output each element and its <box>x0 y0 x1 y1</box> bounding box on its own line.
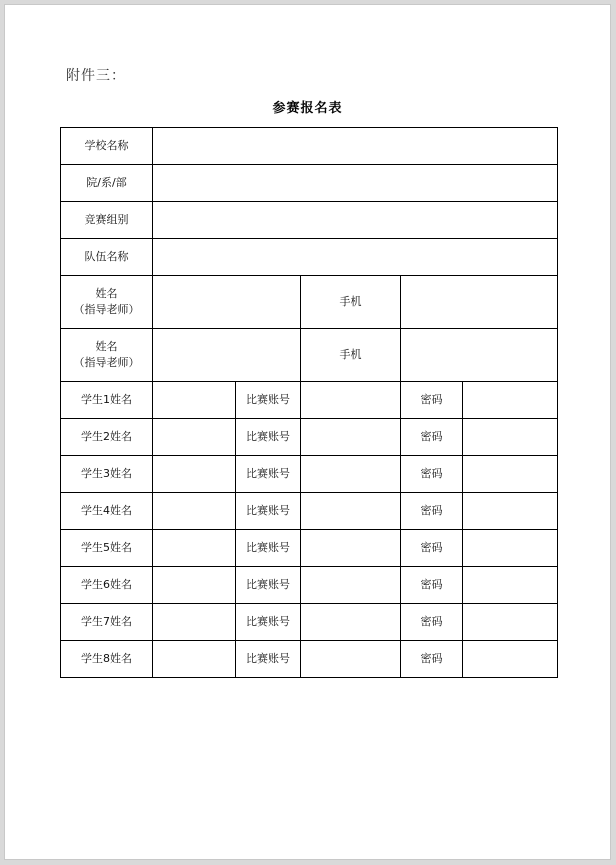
advisor-phone-field[interactable] <box>401 329 558 382</box>
advisor-name-label <box>61 276 153 329</box>
password-field[interactable] <box>463 530 558 567</box>
student-row <box>61 382 558 419</box>
password-label: 密码 <box>401 456 463 493</box>
advisor-phone-field[interactable] <box>401 276 558 329</box>
student-name-label: 学生1姓名 <box>61 382 153 419</box>
student-row <box>61 641 558 678</box>
student-row <box>61 419 558 456</box>
password-label: 密码 <box>401 419 463 456</box>
advisor-name-field[interactable] <box>153 276 301 329</box>
advisor-label-line1: 姓名 <box>95 340 118 353</box>
student-name-field[interactable] <box>153 493 236 530</box>
advisor-phone-label: 手机 <box>301 329 401 382</box>
student-name-field[interactable] <box>153 382 236 419</box>
account-field[interactable] <box>301 456 401 493</box>
team-name-field[interactable] <box>153 239 558 276</box>
group-row <box>61 202 558 239</box>
account-field[interactable] <box>301 604 401 641</box>
school-row <box>61 128 558 165</box>
student-name-field[interactable] <box>153 641 236 678</box>
advisor-label-line2: （指导老师） <box>73 356 140 369</box>
password-label: 密码 <box>401 567 463 604</box>
attachment-label: 附件三： <box>66 68 126 84</box>
password-field[interactable] <box>463 493 558 530</box>
student-name-label: 学生7姓名 <box>61 604 153 641</box>
password-field[interactable] <box>463 382 558 419</box>
advisor-row <box>61 329 558 382</box>
account-field[interactable] <box>301 382 401 419</box>
student-row <box>61 567 558 604</box>
school-name-field[interactable] <box>153 128 558 165</box>
student-row <box>61 604 558 641</box>
account-label: 比赛账号 <box>236 641 301 678</box>
student-row <box>61 493 558 530</box>
password-field[interactable] <box>463 604 558 641</box>
student-name-field[interactable] <box>153 530 236 567</box>
password-label: 密码 <box>401 382 463 419</box>
account-label: 比赛账号 <box>236 419 301 456</box>
advisor-label-line1: 姓名 <box>95 287 118 300</box>
student-name-label: 学生8姓名 <box>61 641 153 678</box>
team-name-label: 队伍名称 <box>61 239 153 276</box>
account-field[interactable] <box>301 493 401 530</box>
student-name-field[interactable] <box>153 567 236 604</box>
department-field[interactable] <box>153 165 558 202</box>
student-name-label: 学生4姓名 <box>61 493 153 530</box>
student-name-field[interactable] <box>153 456 236 493</box>
department-row <box>61 165 558 202</box>
account-label: 比赛账号 <box>236 493 301 530</box>
advisor-name-label <box>61 329 153 382</box>
student-name-label: 学生6姓名 <box>61 567 153 604</box>
advisor-label-line2: （指导老师） <box>73 303 140 316</box>
team-row <box>61 239 558 276</box>
account-label: 比赛账号 <box>236 382 301 419</box>
account-field[interactable] <box>301 641 401 678</box>
competition-group-label: 竞赛组别 <box>61 202 153 239</box>
account-field[interactable] <box>301 530 401 567</box>
account-label: 比赛账号 <box>236 456 301 493</box>
advisor-name-field[interactable] <box>153 329 301 382</box>
student-name-field[interactable] <box>153 604 236 641</box>
account-label: 比赛账号 <box>236 604 301 641</box>
password-field[interactable] <box>463 567 558 604</box>
password-field[interactable] <box>463 641 558 678</box>
competition-group-field[interactable] <box>153 202 558 239</box>
account-field[interactable] <box>301 567 401 604</box>
student-row <box>61 530 558 567</box>
account-field[interactable] <box>301 419 401 456</box>
account-label: 比赛账号 <box>236 567 301 604</box>
student-row <box>61 456 558 493</box>
form-title: 参赛报名表 <box>272 101 343 116</box>
password-label: 密码 <box>401 530 463 567</box>
school-name-label: 学校名称 <box>61 128 153 165</box>
password-field[interactable] <box>463 456 558 493</box>
password-field[interactable] <box>463 419 558 456</box>
student-name-label: 学生3姓名 <box>61 456 153 493</box>
registration-table <box>60 127 558 678</box>
account-label: 比赛账号 <box>236 530 301 567</box>
advisor-phone-label: 手机 <box>301 276 401 329</box>
document-page <box>4 4 611 860</box>
password-label: 密码 <box>401 641 463 678</box>
password-label: 密码 <box>401 604 463 641</box>
student-name-label: 学生5姓名 <box>61 530 153 567</box>
student-name-field[interactable] <box>153 419 236 456</box>
advisor-row <box>61 276 558 329</box>
department-label: 院/系/部 <box>61 165 153 202</box>
student-name-label: 学生2姓名 <box>61 419 153 456</box>
password-label: 密码 <box>401 493 463 530</box>
